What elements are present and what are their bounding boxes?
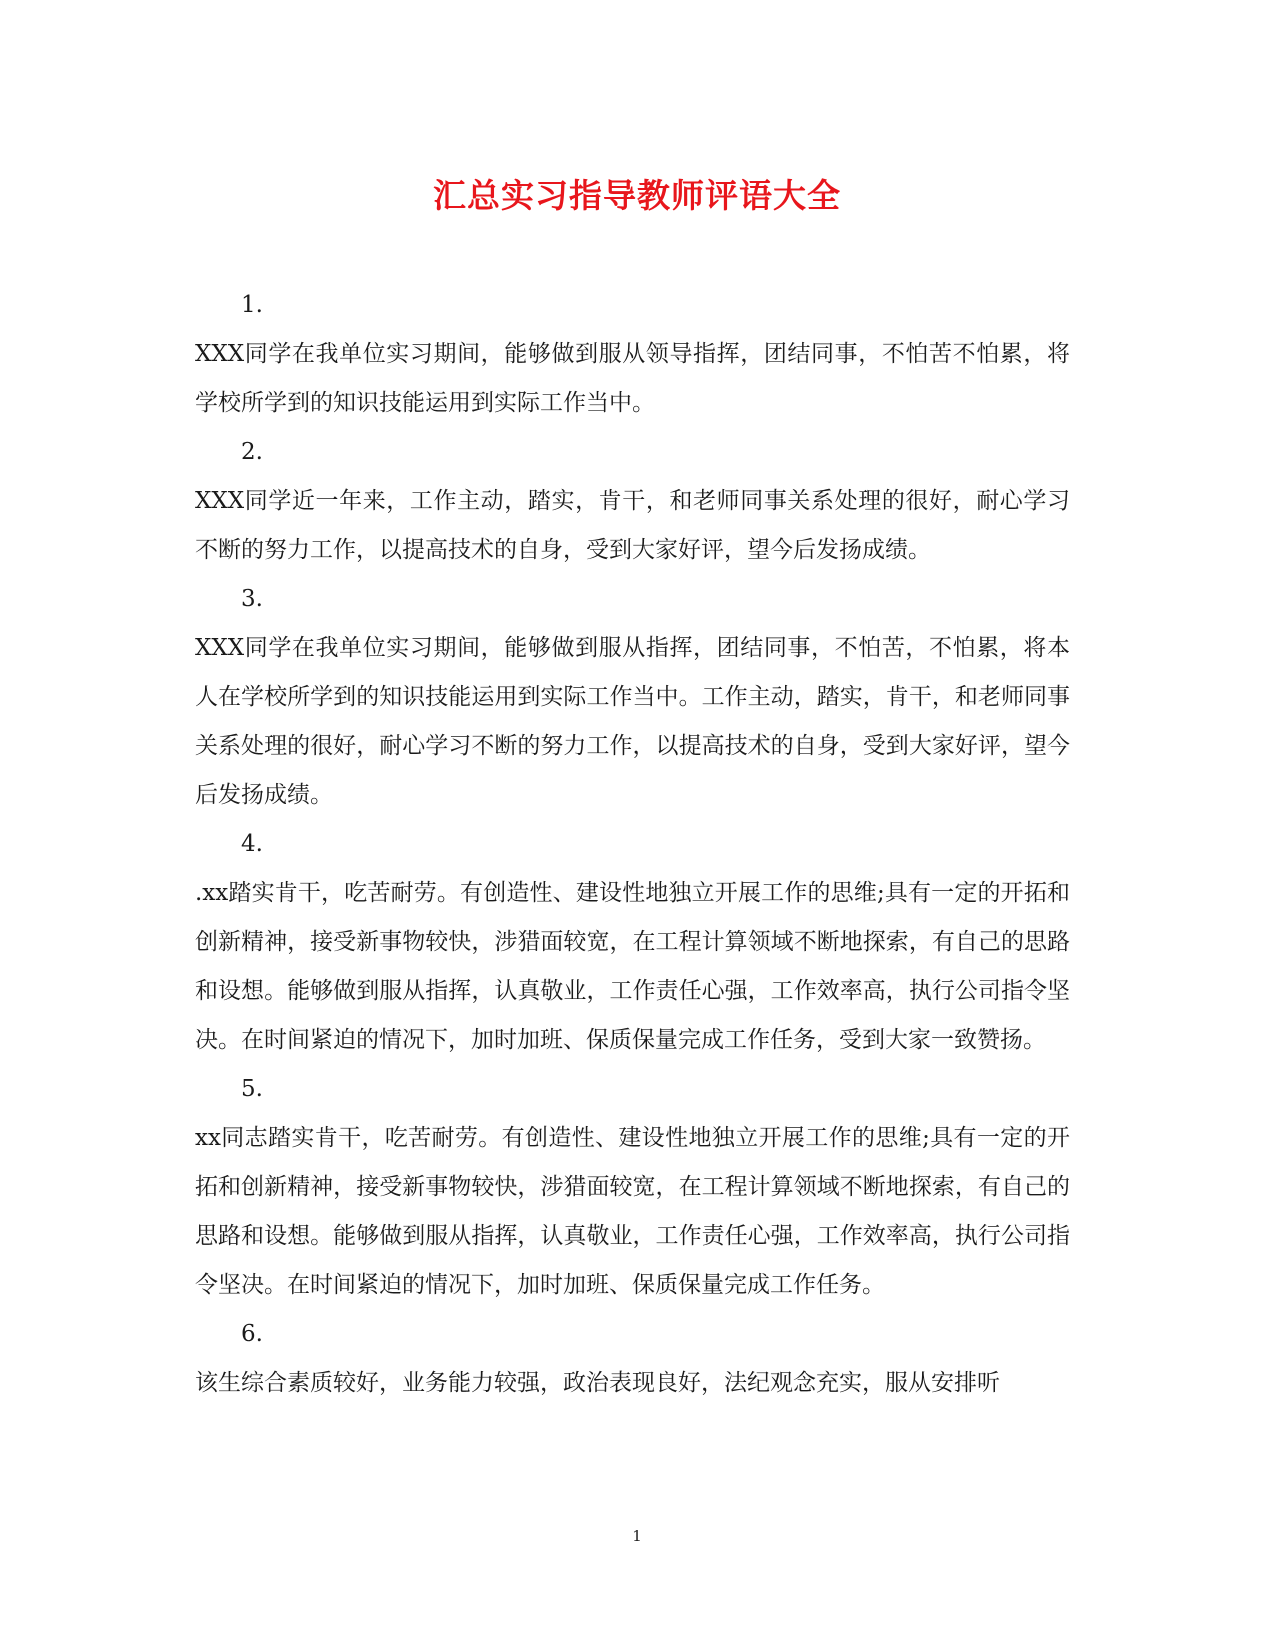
item-number: 3.: [241, 586, 263, 612]
item-number: 1.: [241, 292, 263, 318]
item-text: XXX同学近一年来，工作主动，踏实，肯干，和老师同事关系处理的很好，耐心学习不断的努力工作，以提高技术的自身，受到大家好评，望今后发扬成绩。: [195, 488, 1070, 563]
item-text: 该生综合素质较好，业务能力较强，政治表现良好，法纪观念充实，服从安排听: [195, 1370, 1000, 1396]
item-number: 5.: [241, 1076, 263, 1102]
document-title: 汇总实习指导教师评语大全: [433, 176, 841, 215]
item-number: 4.: [241, 831, 263, 857]
item-text: XXX同学在我单位实习期间，能够做到服从领导指挥，团结同事，不怕苦不怕累，将学校所学到的知识技能运用到实际工作当中。: [195, 341, 1070, 416]
item-text: XXX同学在我单位实习期间，能够做到服从指挥，团结同事，不怕苦，不怕累，将本人在学校所学到的知识技能运用到实际工作当中。工作主动，踏实，肯干，和老师同事关系处理的很好，耐心学习不断的努力工作，以提高技术的自身，受到大家好评，望今后发扬成绩。: [195, 635, 1070, 808]
item-number: 6.: [241, 1321, 263, 1347]
item-text: .xx踏实肯干，吃苦耐劳。有创造性、建设性地独立开展工作的思维;具有一定的开拓和创新精神，接受新事物较快，涉猎面较宽，在工程计算领域不断地探索，有自己的思路和设想。能够做到服从指挥，认真敬业，工作责任心强，工作效率高，执行公司指令坚决。在时间紧迫的情况下，加时加班、保质保量完成工作任务，受到大家一致赞扬。: [195, 880, 1070, 1053]
item-text: xx同志踏实肯干，吃苦耐劳。有创造性、建设性地独立开展工作的思维;具有一定的开拓和创新精神，接受新事物较快，涉猎面较宽，在工程计算领域不断地探索，有自己的思路和设想。能够做到服从指挥，认真敬业，工作责任心强，工作效率高，执行公司指令坚决。在时间紧迫的情况下，加时加班、保质保量完成工作任务。: [195, 1125, 1070, 1298]
document-body: [195, 281, 1070, 1408]
item-number: 2.: [241, 439, 263, 465]
page-number: 1: [632, 1527, 642, 1545]
